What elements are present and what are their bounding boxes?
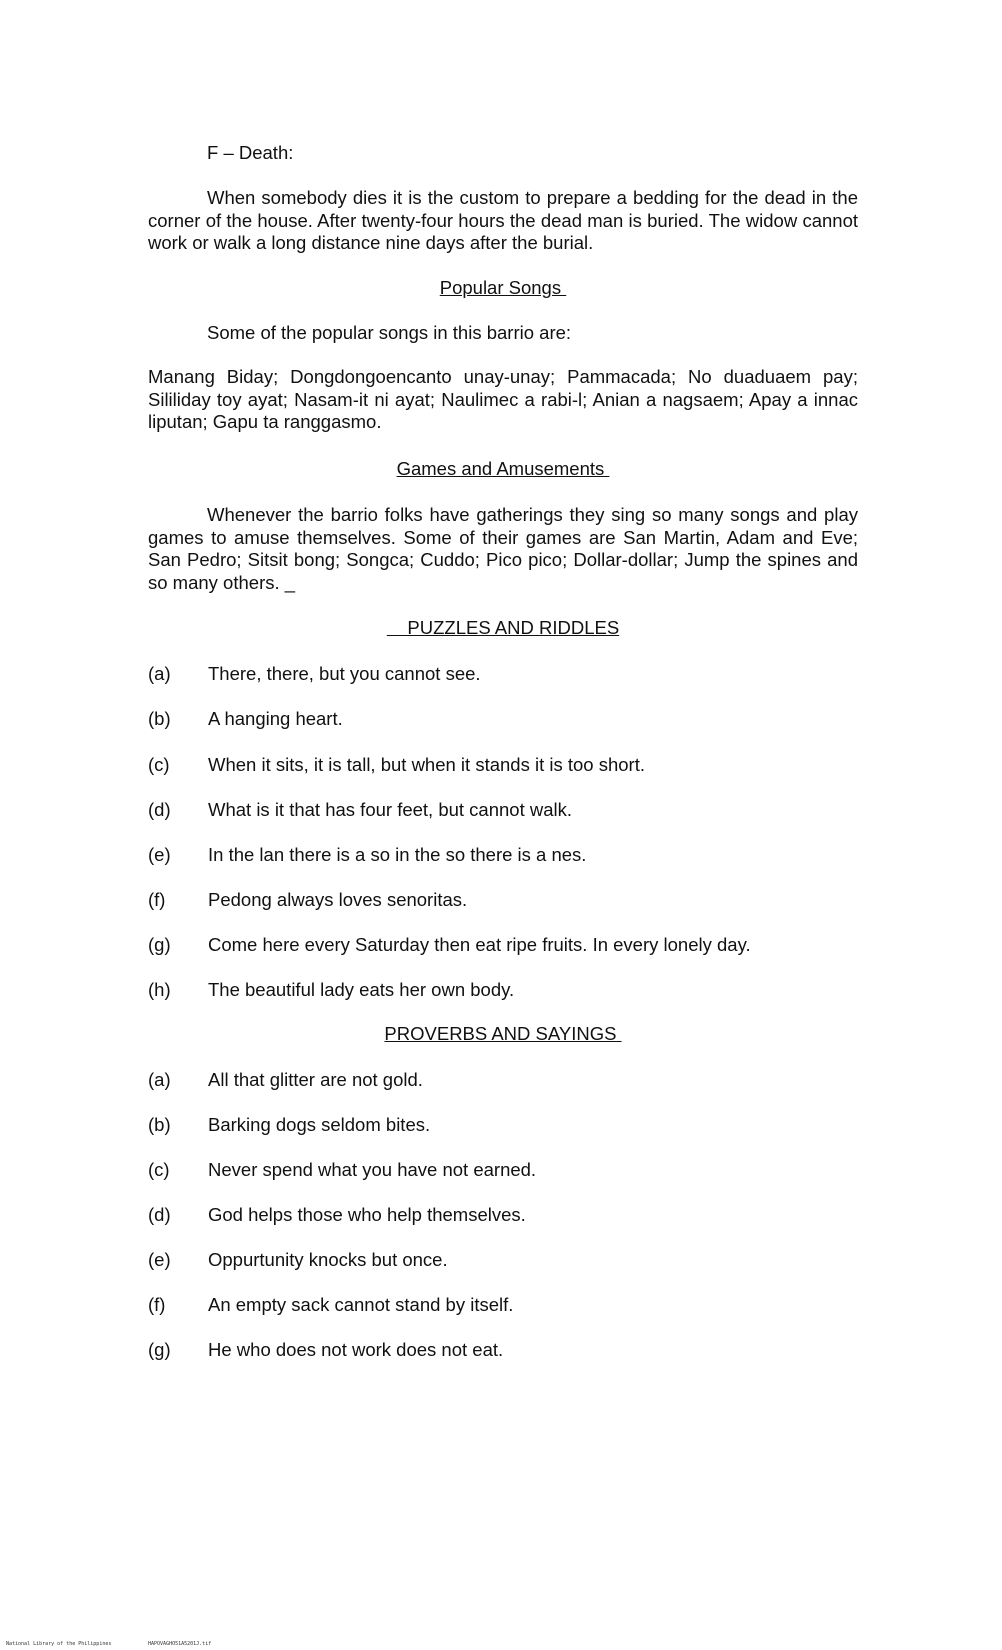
item-label: (h) [148, 979, 171, 1000]
item-label: (e) [148, 844, 171, 865]
item-text: What is it that has four feet, but cannot walk. [208, 799, 573, 820]
list-item [148, 1113, 908, 1137]
games-heading: Games and Amusements [396, 458, 610, 479]
death-heading: F – Death: [207, 142, 294, 163]
item-label: (d) [148, 1204, 171, 1225]
popular-songs-heading: Popular Songs [439, 277, 567, 298]
item-text: A hanging heart. [208, 708, 343, 729]
popular-songs-intro: Some of the popular songs in this barrio are: [207, 322, 572, 343]
popular-songs-list: Manang Biday; Dongdongoencanto unay-unay; Pammacada; No duaduaem pay; Sililiday toy ayat; Nasam-it ni ayat; Naulimec a rabi-l; Anian a nagsaem; Apay a innac liputan; Gapu ta ranggasmo. [148, 366, 858, 432]
item-label: (c) [148, 754, 170, 775]
item-text: The beautiful lady eats her own body. [208, 979, 515, 1000]
list-item [148, 1248, 908, 1272]
item-text: Pedong always loves senoritas. [208, 889, 468, 910]
list-item [148, 798, 908, 822]
item-label: (a) [148, 1069, 171, 1090]
item-text: There, there, but you cannot see. [208, 663, 481, 684]
item-label: (g) [148, 1339, 171, 1360]
death-paragraph: When somebody dies it is the custom to prepare a bedding for the dead in the corner of the house. After twenty-four hours the dead man is buried. The widow cannot work or walk a long distance nine days after the burial. [148, 187, 858, 253]
item-text: Never spend what you have not earned. [208, 1159, 537, 1180]
list-item [148, 1158, 908, 1182]
item-label: (d) [148, 799, 171, 820]
proverbs-heading: PROVERBS AND SAYINGS [384, 1023, 622, 1044]
list-item [148, 933, 908, 957]
item-label: (c) [148, 1159, 170, 1180]
list-item [148, 888, 908, 912]
item-text: All that glitter are not gold. [208, 1069, 423, 1090]
list-item [148, 707, 908, 731]
item-label: (g) [148, 934, 171, 955]
item-text: In the lan there is a so in the so there is a nes. [208, 844, 587, 865]
list-item [148, 843, 908, 867]
footer-library-name: National Library of the Philippines [6, 1641, 112, 1647]
item-label: (f) [148, 889, 166, 910]
list-item [148, 1293, 908, 1317]
footer-file-id: HAPOVAGHO51A5201J.tif [148, 1641, 212, 1647]
item-text: He who does not work does not eat. [208, 1339, 504, 1360]
item-text: God helps those who help themselves. [208, 1204, 526, 1225]
item-text: Oppurtunity knocks but once. [208, 1249, 448, 1270]
list-item [148, 753, 908, 777]
item-text: Barking dogs seldom bites. [208, 1114, 431, 1135]
list-item [148, 662, 908, 686]
list-item [148, 1203, 908, 1227]
item-text: When it sits, it is tall, but when it stands it is too short. [208, 754, 645, 775]
item-label: (a) [148, 663, 171, 684]
item-text: An empty sack cannot stand by itself. [208, 1294, 514, 1315]
riddles-heading: PUZZLES AND RIDDLES [386, 617, 620, 638]
item-label: (b) [148, 1114, 171, 1135]
games-paragraph: Whenever the barrio folks have gatherings they sing so many songs and play games to amuse themselves. Some of their games are San Martin, Adam and Eve; San Pedro; Sitsit bong; Songca; Cuddo; Pico pico; Dollar-dollar; Jump the spines and so many others. _ [148, 504, 858, 593]
item-text: Come here every Saturday then eat ripe fruits. In every lonely day. [208, 934, 751, 955]
item-label: (e) [148, 1249, 171, 1270]
item-label: (f) [148, 1294, 166, 1315]
list-item [148, 1068, 908, 1092]
item-label: (b) [148, 708, 171, 729]
list-item [148, 1338, 908, 1362]
list-item [148, 978, 908, 1002]
